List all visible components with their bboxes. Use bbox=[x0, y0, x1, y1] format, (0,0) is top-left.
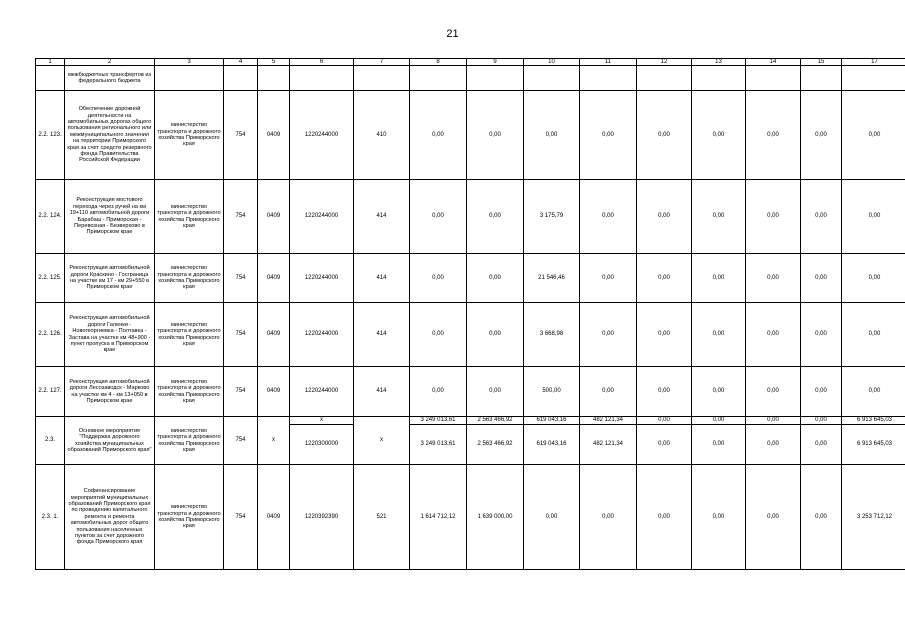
value-cell: 0,00 bbox=[467, 367, 524, 417]
value-cell: 2 563 466,92 bbox=[467, 425, 524, 465]
vr-cell: 414 bbox=[354, 303, 410, 367]
value-cell: 500,00 bbox=[524, 367, 580, 417]
grbs-cell: 754 bbox=[224, 254, 258, 303]
col-number: 9 bbox=[467, 59, 524, 66]
vr-cell: 410 bbox=[354, 91, 410, 180]
value-cell: 6 913 645,03 bbox=[842, 417, 905, 425]
col-number: 10 bbox=[524, 59, 580, 66]
row-index: 2.2. 124. bbox=[36, 180, 65, 254]
col-number: 1 bbox=[36, 59, 65, 66]
rzpr-cell: x bbox=[258, 417, 290, 465]
col-number: 17 bbox=[842, 59, 905, 66]
main-event-row-top bbox=[36, 417, 905, 425]
value-cell: 0,00 bbox=[410, 303, 467, 367]
csr-cell: 1220244000 bbox=[290, 367, 354, 417]
value-cell: 0,00 bbox=[801, 254, 842, 303]
value-cell: 0,00 bbox=[637, 417, 692, 425]
table-row bbox=[36, 303, 905, 367]
grbs-cell: 754 bbox=[224, 91, 258, 180]
value-cell: 0,00 bbox=[842, 180, 905, 254]
row-name: Обеспечение дорожной деятельности на автомобильных дорогах общего пользования регионального или межмуниципального значения на территории Приморского края за счет средств резервного фонда Правительства Российской Федерации bbox=[65, 91, 155, 180]
value-cell: 0,00 bbox=[692, 425, 746, 465]
col-number: 12 bbox=[637, 59, 692, 66]
rzpr-cell: 0409 bbox=[258, 91, 290, 180]
csr-cell: 1220244000 bbox=[290, 254, 354, 303]
value-cell: 0,00 bbox=[637, 465, 692, 570]
value-cell: 0,00 bbox=[637, 367, 692, 417]
value-cell: 2 563 466,92 bbox=[467, 417, 524, 425]
col-number: 15 bbox=[801, 59, 842, 66]
value-cell: 0,00 bbox=[801, 465, 842, 570]
value-cell: 0,00 bbox=[580, 367, 637, 417]
row-index: 2.3. 1. bbox=[36, 465, 65, 570]
rzpr-cell: 0409 bbox=[258, 465, 290, 570]
row-index: 2.2. 126. bbox=[36, 303, 65, 367]
value-cell: 0,00 bbox=[467, 180, 524, 254]
value-cell: 0,00 bbox=[692, 303, 746, 367]
value-cell: 0,00 bbox=[637, 91, 692, 180]
table-row bbox=[36, 465, 905, 570]
col-number: 5 bbox=[258, 59, 290, 66]
row-executor: министерство транспорта и дорожного хозяйства Приморского края bbox=[155, 465, 224, 570]
vr-cell: 521 bbox=[354, 465, 410, 570]
value-cell: 0,00 bbox=[410, 91, 467, 180]
row-name: Софинансирование мероприятий муниципальных образований Приморского края по проведению капитального ремонта и ремонта автомобильных дорог общего пользования населенных пунктов за счет дорожного фонда Приморского края bbox=[65, 465, 155, 570]
value-cell: 0,00 bbox=[801, 303, 842, 367]
grbs-cell: 754 bbox=[224, 465, 258, 570]
csr-cell: x bbox=[290, 417, 354, 425]
rzpr-cell: 0409 bbox=[258, 303, 290, 367]
vr-cell: 414 bbox=[354, 254, 410, 303]
table-row bbox=[36, 254, 905, 303]
row-index: 2.3. bbox=[36, 417, 65, 465]
vr-cell: 414 bbox=[354, 180, 410, 254]
value-cell: 0,00 bbox=[801, 180, 842, 254]
table-row bbox=[36, 180, 905, 254]
value-cell: 619 043,16 bbox=[524, 417, 580, 425]
col-number: 11 bbox=[580, 59, 637, 66]
csr-cell: 1220392390 bbox=[290, 465, 354, 570]
value-cell: 0,00 bbox=[746, 303, 801, 367]
row-executor: министерство транспорта и дорожного хозяйства Приморского края bbox=[155, 91, 224, 180]
value-cell: 0,00 bbox=[637, 303, 692, 367]
value-cell: 0,00 bbox=[842, 91, 905, 180]
page-number: 21 bbox=[446, 28, 459, 40]
value-cell: 0,00 bbox=[692, 254, 746, 303]
rzpr-cell: 0409 bbox=[258, 180, 290, 254]
value-cell: 3 253 712,12 bbox=[842, 465, 905, 570]
row-name: Реконструкция автомобильной дороги Краскино - Госграница на участке км 17 - км 29+550 в Приморском крае bbox=[65, 254, 155, 303]
value-cell: 0,00 bbox=[842, 254, 905, 303]
table-row bbox=[36, 91, 905, 180]
grbs-cell: 754 bbox=[224, 417, 258, 465]
value-cell: 0,00 bbox=[801, 417, 842, 425]
row-name: Реконструкция мостового перехода через ручей на км 19+110 автомобильной дороги Барабаш - Приморская - Перевозная - Безверхово в Приморском крае bbox=[65, 180, 155, 254]
col-number: 3 bbox=[155, 59, 224, 66]
col-number: 2 bbox=[65, 59, 155, 66]
value-cell: 0,00 bbox=[410, 180, 467, 254]
row-executor: министерство транспорта и дорожного хозяйства Приморского края bbox=[155, 254, 224, 303]
value-cell: 0,00 bbox=[692, 180, 746, 254]
value-cell: 0,00 bbox=[467, 254, 524, 303]
value-cell: 0,00 bbox=[580, 465, 637, 570]
col-number: 13 bbox=[692, 59, 746, 66]
value-cell: 21 546,46 bbox=[524, 254, 580, 303]
value-cell: 0,00 bbox=[692, 465, 746, 570]
value-cell: 0,00 bbox=[637, 425, 692, 465]
value-cell: 0,00 bbox=[410, 254, 467, 303]
value-cell: 0,00 bbox=[842, 303, 905, 367]
value-cell: 0,00 bbox=[410, 367, 467, 417]
col-number: 6 bbox=[290, 59, 354, 66]
value-cell: 619 043,16 bbox=[524, 425, 580, 465]
row-index: 2.2. 127. bbox=[36, 367, 65, 417]
value-cell: 0,00 bbox=[637, 180, 692, 254]
continuation-row bbox=[36, 66, 905, 91]
row-name: межбюджетных трансфертов из федерального бюджета bbox=[65, 66, 155, 91]
row-index: 2.2. 123. bbox=[36, 91, 65, 180]
row-name: Реконструкция автомобильной дороги Галенки - Новогеоргиевка - Полтавка - Застава на участке км 48+900 - пункт пропуска в Приморском крае bbox=[65, 303, 155, 367]
value-cell: 0,00 bbox=[842, 367, 905, 417]
grbs-cell: 754 bbox=[224, 180, 258, 254]
value-cell: 0,00 bbox=[801, 367, 842, 417]
value-cell: 0,00 bbox=[580, 303, 637, 367]
row-name: Реконструкция автомобильной дороги Лесозаводск - Марково на участке км 4 - км 13+050 в Приморском крае bbox=[65, 367, 155, 417]
col-number: 4 bbox=[224, 59, 258, 66]
value-cell: 0,00 bbox=[746, 180, 801, 254]
value-cell: 0,00 bbox=[746, 465, 801, 570]
csr-cell: 1220244000 bbox=[290, 91, 354, 180]
csr-cell: 1220244000 bbox=[290, 180, 354, 254]
column-number-row bbox=[36, 59, 905, 66]
value-cell: 1 639 000,00 bbox=[467, 465, 524, 570]
row-executor: министерство транспорта и дорожного хозяйства Приморского края bbox=[155, 303, 224, 367]
value-cell: 1 614 712,12 bbox=[410, 465, 467, 570]
value-cell: 3 249 013,61 bbox=[410, 425, 467, 465]
value-cell: 0,00 bbox=[580, 254, 637, 303]
value-cell: 0,00 bbox=[637, 254, 692, 303]
value-cell: 3 249 013,61 bbox=[410, 417, 467, 425]
value-cell: 3 175,79 bbox=[524, 180, 580, 254]
value-cell: 0,00 bbox=[692, 417, 746, 425]
budget-table bbox=[35, 58, 905, 570]
value-cell: 0,00 bbox=[746, 254, 801, 303]
vr-cell: x bbox=[354, 417, 410, 465]
value-cell: 0,00 bbox=[746, 417, 801, 425]
value-cell: 0,00 bbox=[801, 91, 842, 180]
rzpr-cell: 0409 bbox=[258, 367, 290, 417]
value-cell: 6 913 645,03 bbox=[842, 425, 905, 465]
grbs-cell: 754 bbox=[224, 367, 258, 417]
value-cell: 0,00 bbox=[692, 367, 746, 417]
row-executor: министерство транспорта и дорожного хозяйства Приморского края bbox=[155, 417, 224, 465]
value-cell: 482 121,34 bbox=[580, 417, 637, 425]
row-name: Основное мероприятие "Поддержка дорожного хозяйства муниципальных образований Приморского края" bbox=[65, 417, 155, 465]
row-index: 2.2. 125. bbox=[36, 254, 65, 303]
value-cell: 0,00 bbox=[580, 180, 637, 254]
value-cell: 0,00 bbox=[580, 91, 637, 180]
value-cell: 482 121,34 bbox=[580, 425, 637, 465]
value-cell: 0,00 bbox=[467, 91, 524, 180]
table-row bbox=[36, 367, 905, 417]
col-number: 8 bbox=[410, 59, 467, 66]
row-executor: министерство транспорта и дорожного хозяйства Приморского края bbox=[155, 180, 224, 254]
value-cell: 0,00 bbox=[746, 367, 801, 417]
value-cell: 0,00 bbox=[746, 425, 801, 465]
value-cell: 0,00 bbox=[467, 303, 524, 367]
row-executor: министерство транспорта и дорожного хозяйства Приморского края bbox=[155, 367, 224, 417]
vr-cell: 414 bbox=[354, 367, 410, 417]
value-cell: 0,00 bbox=[801, 425, 842, 465]
rzpr-cell: 0409 bbox=[258, 254, 290, 303]
value-cell: 3 668,98 bbox=[524, 303, 580, 367]
csr-cell: 1220300000 bbox=[290, 425, 354, 465]
value-cell: 0,00 bbox=[524, 465, 580, 570]
value-cell: 0,00 bbox=[746, 91, 801, 180]
value-cell: 0,00 bbox=[692, 91, 746, 180]
csr-cell: 1220244000 bbox=[290, 303, 354, 367]
grbs-cell: 754 bbox=[224, 303, 258, 367]
value-cell: 0,00 bbox=[524, 91, 580, 180]
col-number: 14 bbox=[746, 59, 801, 66]
col-number: 7 bbox=[354, 59, 410, 66]
